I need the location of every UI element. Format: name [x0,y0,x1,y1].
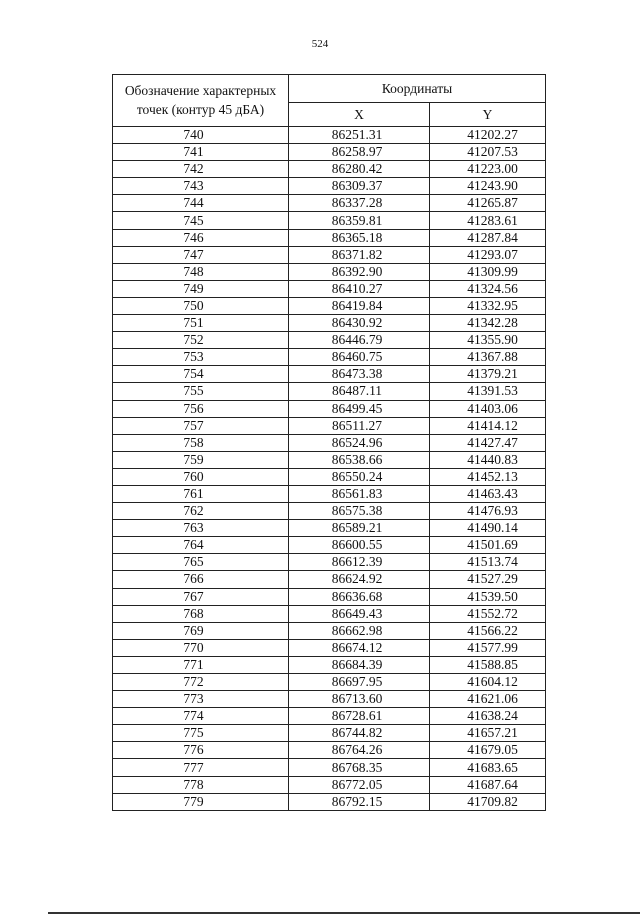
table-row [113,588,546,605]
x-coordinate-cell: 86697.95 [289,674,430,691]
point-id-cell: 748 [113,263,289,280]
y-coordinate-cell: 41265.87 [430,195,546,212]
table-row [113,520,546,537]
y-coordinate-cell: 41440.83 [430,451,546,468]
point-id-cell: 775 [113,725,289,742]
y-coordinate-cell: 41513.74 [430,554,546,571]
y-coordinate-cell: 41638.24 [430,708,546,725]
y-coordinate-cell: 41577.99 [430,639,546,656]
point-id-cell: 771 [113,656,289,673]
y-coordinate-cell: 41379.21 [430,366,546,383]
x-coordinate-cell: 86624.92 [289,571,430,588]
table-row [113,400,546,417]
point-id-cell: 753 [113,349,289,366]
point-id-cell: 765 [113,554,289,571]
x-coordinate-cell: 86728.61 [289,708,430,725]
y-header: Y [430,103,546,127]
y-coordinate-cell: 41287.84 [430,229,546,246]
x-coordinate-cell: 86684.39 [289,656,430,673]
table-row [113,605,546,622]
y-coordinate-cell: 41309.99 [430,263,546,280]
table-row [113,280,546,297]
table-row [113,793,546,810]
table-row [113,161,546,178]
table-row [113,742,546,759]
x-coordinate-cell: 86365.18 [289,229,430,246]
table-row [113,297,546,314]
x-coordinate-cell: 86792.15 [289,793,430,810]
page-number: 524 [311,38,329,50]
point-id-cell: 749 [113,280,289,297]
y-coordinate-cell: 41490.14 [430,520,546,537]
point-id-cell: 761 [113,485,289,502]
y-coordinate-cell: 41223.00 [430,161,546,178]
y-coordinate-cell: 41342.28 [430,315,546,332]
table-row [113,759,546,776]
point-id-cell: 754 [113,366,289,383]
y-coordinate-cell: 41463.43 [430,485,546,502]
x-coordinate-cell: 86649.43 [289,605,430,622]
table-row [113,708,546,725]
y-coordinate-cell: 41539.50 [430,588,546,605]
y-coordinate-cell: 41527.29 [430,571,546,588]
table-row [113,246,546,263]
x-coordinate-cell: 86612.39 [289,554,430,571]
point-id-cell: 743 [113,178,289,195]
y-coordinate-cell: 41604.12 [430,674,546,691]
x-coordinate-cell: 86460.75 [289,349,430,366]
y-coordinate-cell: 41452.13 [430,468,546,485]
point-id-cell: 760 [113,468,289,485]
y-coordinate-cell: 41552.72 [430,605,546,622]
point-id-cell: 751 [113,315,289,332]
x-coordinate-cell: 86561.83 [289,485,430,502]
table-body [113,127,546,811]
x-coordinate-cell: 86446.79 [289,332,430,349]
table-row [113,366,546,383]
x-coordinate-cell: 86280.42 [289,161,430,178]
y-coordinate-cell: 41476.93 [430,503,546,520]
y-coordinate-cell: 41566.22 [430,622,546,639]
point-id-cell: 744 [113,195,289,212]
x-coordinate-cell: 86713.60 [289,691,430,708]
point-id-cell: 769 [113,622,289,639]
x-coordinate-cell: 86499.45 [289,400,430,417]
x-coordinate-cell: 86337.28 [289,195,430,212]
y-coordinate-cell: 41283.61 [430,212,546,229]
point-id-cell: 774 [113,708,289,725]
y-coordinate-cell: 41683.65 [430,759,546,776]
y-coordinate-cell: 41621.06 [430,691,546,708]
table-row [113,776,546,793]
y-coordinate-cell: 41243.90 [430,178,546,195]
point-id-cell: 767 [113,588,289,605]
table-row [113,349,546,366]
y-coordinate-cell: 41403.06 [430,400,546,417]
x-coordinate-cell: 86768.35 [289,759,430,776]
x-coordinate-cell: 86511.27 [289,417,430,434]
table-row [113,178,546,195]
table-row [113,263,546,280]
y-coordinate-cell: 41501.69 [430,537,546,554]
table-row [113,571,546,588]
x-coordinate-cell: 86575.38 [289,503,430,520]
x-coordinate-cell: 86410.27 [289,280,430,297]
x-coordinate-cell: 86392.90 [289,263,430,280]
point-id-cell: 776 [113,742,289,759]
y-coordinate-cell: 41324.56 [430,280,546,297]
table-row [113,434,546,451]
point-id-cell: 764 [113,537,289,554]
point-id-cell: 772 [113,674,289,691]
point-id-cell: 740 [113,127,289,144]
table-row [113,725,546,742]
y-coordinate-cell: 41427.47 [430,434,546,451]
x-coordinate-cell: 86419.84 [289,297,430,314]
point-id-cell: 746 [113,229,289,246]
point-id-cell: 777 [113,759,289,776]
point-id-cell: 750 [113,297,289,314]
table-row [113,537,546,554]
table-row [113,127,546,144]
y-coordinate-cell: 41709.82 [430,793,546,810]
table-row [113,639,546,656]
y-coordinate-cell: 41207.53 [430,144,546,161]
x-coordinate-cell: 86636.68 [289,588,430,605]
point-id-cell: 752 [113,332,289,349]
x-coordinate-cell: 86309.37 [289,178,430,195]
point-id-cell: 779 [113,793,289,810]
point-id-cell: 755 [113,383,289,400]
x-coordinate-cell: 86538.66 [289,451,430,468]
x-coordinate-cell: 86744.82 [289,725,430,742]
table-row [113,229,546,246]
table-row [113,691,546,708]
y-coordinate-cell: 41391.53 [430,383,546,400]
point-id-cell: 747 [113,246,289,263]
table-row [113,554,546,571]
y-coordinate-cell: 41202.27 [430,127,546,144]
x-coordinate-cell: 86550.24 [289,468,430,485]
y-coordinate-cell: 41588.85 [430,656,546,673]
point-id-cell: 778 [113,776,289,793]
table-row [113,485,546,502]
y-coordinate-cell: 41332.95 [430,297,546,314]
x-coordinate-cell: 86662.98 [289,622,430,639]
table-row [113,656,546,673]
x-coordinate-cell: 86371.82 [289,246,430,263]
x-coordinate-cell: 86589.21 [289,520,430,537]
x-coordinate-cell: 86430.92 [289,315,430,332]
y-coordinate-cell: 41687.64 [430,776,546,793]
point-id-cell: 766 [113,571,289,588]
point-id-cell: 745 [113,212,289,229]
table-row [113,451,546,468]
table-row [113,503,546,520]
table-row [113,212,546,229]
x-coordinate-cell: 86251.31 [289,127,430,144]
point-id-cell: 757 [113,417,289,434]
table-row [113,195,546,212]
table-row [113,315,546,332]
point-id-cell: 773 [113,691,289,708]
y-coordinate-cell: 41367.88 [430,349,546,366]
point-id-cell: 768 [113,605,289,622]
point-id-cell: 742 [113,161,289,178]
x-coordinate-cell: 86473.38 [289,366,430,383]
table-row [113,332,546,349]
table-row [113,468,546,485]
y-coordinate-cell: 41355.90 [430,332,546,349]
table-row [113,144,546,161]
table-row [113,383,546,400]
y-coordinate-cell: 41293.07 [430,246,546,263]
x-coordinate-cell: 86674.12 [289,639,430,656]
coordinates-header: Координаты [289,75,546,103]
x-coordinate-cell: 86524.96 [289,434,430,451]
y-coordinate-cell: 41679.05 [430,742,546,759]
y-coordinate-cell: 41657.21 [430,725,546,742]
x-coordinate-cell: 86359.81 [289,212,430,229]
table-row [113,674,546,691]
table-row [113,417,546,434]
point-id-cell: 763 [113,520,289,537]
x-coordinate-cell: 86258.97 [289,144,430,161]
point-id-cell: 762 [113,503,289,520]
point-id-cell: 759 [113,451,289,468]
point-id-cell: 741 [113,144,289,161]
x-header: X [289,103,430,127]
table-row [113,622,546,639]
x-coordinate-cell: 86600.55 [289,537,430,554]
x-coordinate-cell: 86764.26 [289,742,430,759]
x-coordinate-cell: 86487.11 [289,383,430,400]
coordinates-table [112,74,546,811]
point-id-cell: 758 [113,434,289,451]
y-coordinate-cell: 41414.12 [430,417,546,434]
point-id-cell: 756 [113,400,289,417]
x-coordinate-cell: 86772.05 [289,776,430,793]
point-designation-header: Обозначение характерных точек (контур 45 дБА) [113,75,289,127]
point-id-cell: 770 [113,639,289,656]
